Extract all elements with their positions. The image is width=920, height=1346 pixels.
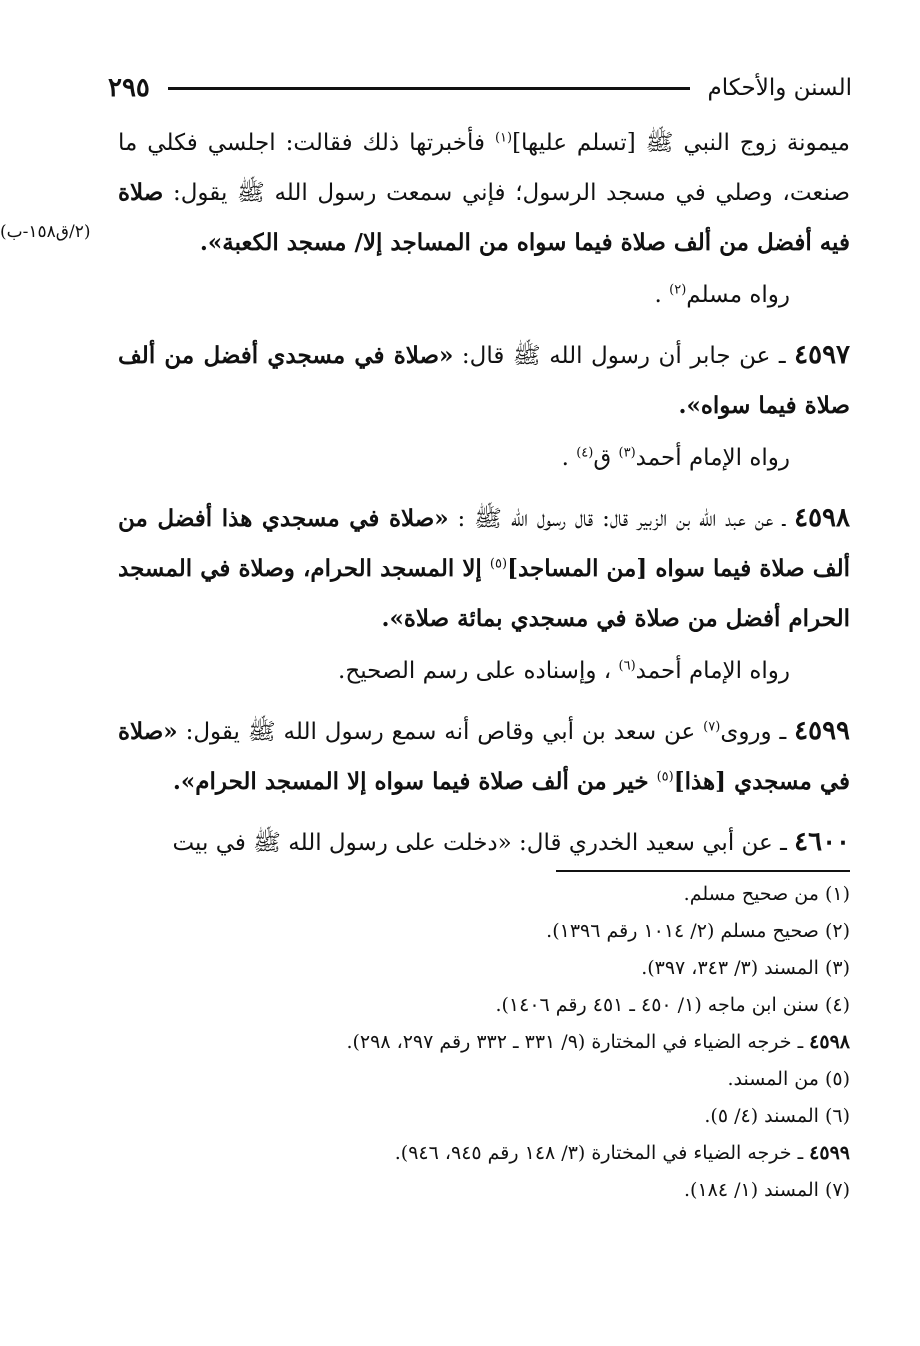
footnote-label: (٣) bbox=[824, 957, 850, 979]
footnote-ref[interactable]: (٦) bbox=[618, 658, 636, 674]
hadith-number: ٤٥٩٨ bbox=[794, 503, 850, 533]
text-run: ، وإسناده على رسم الصحيح. bbox=[338, 658, 619, 684]
footnote-label: ٤٥٩٩ bbox=[809, 1142, 850, 1164]
footnote-text: المسند (٤/ ٥). bbox=[704, 1105, 825, 1127]
hadith-number: ٤٥٩٧ bbox=[794, 340, 850, 370]
hadith-number: ٤٦٠٠ bbox=[794, 827, 850, 857]
footnote-ref[interactable]: (٣) bbox=[618, 445, 636, 461]
hadith-entry-4597 bbox=[118, 330, 850, 431]
footnote-ref[interactable]: (٥) bbox=[656, 769, 674, 785]
footnote-separator bbox=[556, 870, 850, 872]
text-run: رواه الإمام أحمد bbox=[635, 445, 790, 471]
hadith-entry-4600 bbox=[118, 817, 850, 868]
text-run: ميمونة زوج النبي ﷺ [تسلم عليها] bbox=[512, 130, 850, 156]
text-run: فأخبرتها ذلك فقالت: اجلسي فكلي ما صنعت، وصلي في مسجد الرسول؛ فإني سمعت رسول الله ﷺ يقول: bbox=[118, 130, 850, 206]
footnote-label: (٦) bbox=[824, 1105, 850, 1127]
footnote-text: سنن ابن ماجه (١/ ٤٥٠ ـ ٤٥١ رقم ١٤٠٦). bbox=[495, 994, 825, 1016]
text-run: رواه مسلم bbox=[686, 282, 790, 308]
footnote-item bbox=[200, 876, 850, 913]
text-run: عن سعد بن أبي وقاص أنه سمع رسول الله ﷺ يقول: bbox=[177, 719, 704, 745]
footnote-text: من المسند. bbox=[727, 1068, 825, 1090]
narration-line bbox=[118, 646, 850, 696]
hadith-quote: صلاة فيه أفضل من ألف صلاة فيما سواه من المساجد إلا/ مسجد الكعبة». bbox=[118, 179, 850, 256]
text-run: ـ عن جابر أن رسول الله ﷺ قال: bbox=[453, 343, 795, 369]
page-header bbox=[108, 68, 852, 108]
hadith-quote: «صلاة في مسجدي [هذا] bbox=[118, 718, 850, 795]
text-run: رواه الإمام أحمد bbox=[635, 658, 790, 684]
text-run: ـ عن أبي سعيد الخدري قال: «دخلت على رسول الله ﷺ في بيت bbox=[172, 830, 795, 856]
hadith-entry-4599 bbox=[118, 706, 850, 807]
footnote-text: ـ خرجه الضياء في المختارة (٣/ ١٤٨ رقم ٩٤٥، ٩٤٦). bbox=[394, 1142, 810, 1164]
text-run: ق bbox=[593, 445, 619, 471]
footnote-item bbox=[200, 1098, 850, 1135]
paragraph-continuation bbox=[118, 118, 850, 268]
footnote-item bbox=[200, 913, 850, 950]
footnote-label: (١) bbox=[824, 883, 850, 905]
footnote-item bbox=[200, 1172, 850, 1209]
hadith-number: ٤٥٩٩ bbox=[794, 716, 851, 746]
text-run: . bbox=[654, 282, 670, 308]
footnote-text: المسند (٣/ ٣٤٣، ٣٩٧). bbox=[641, 957, 825, 979]
footnote-text: المسند (١/ ١٨٤). bbox=[683, 1179, 825, 1201]
footnote-ref[interactable]: (٧) bbox=[703, 719, 721, 735]
footnote-item bbox=[200, 950, 850, 987]
footnote-text: من صحيح مسلم. bbox=[683, 883, 825, 905]
hadith-quote: «صلاة في مسجدي هذا أفضل من ألف صلاة فيما سواه [من المساجد] bbox=[118, 505, 850, 582]
text-run: ـ وروى bbox=[720, 719, 795, 745]
hadith-entry-4598 bbox=[118, 493, 850, 644]
main-text bbox=[118, 118, 850, 868]
footnotes bbox=[200, 876, 850, 1209]
footnote-item bbox=[200, 1061, 850, 1098]
footnote-label: (٧) bbox=[824, 1179, 850, 1201]
footnote-ref[interactable]: (٢) bbox=[669, 282, 687, 298]
running-title: السنن والأحكام bbox=[707, 75, 852, 101]
header-rule bbox=[168, 87, 690, 90]
footnote-label: (٢) bbox=[824, 920, 850, 942]
hadith-quote: «صلاة في مسجدي أفضل من ألف صلاة فيما سواه». bbox=[118, 342, 850, 419]
footnote-item bbox=[200, 1024, 850, 1061]
narration-line bbox=[118, 433, 850, 483]
footnote-item bbox=[200, 987, 850, 1024]
footnote-text: صحيح مسلم (٢/ ١٠١٤ رقم ١٣٩٦). bbox=[546, 920, 825, 942]
footnote-text: ـ خرجه الضياء في المختارة (٩/ ٣٣١ ـ ٣٣٢ رقم ٢٩٧، ٢٩٨). bbox=[346, 1031, 810, 1053]
text-run: . bbox=[561, 445, 577, 471]
hadith-quote: إلا المسجد الحرام، وصلاة في المسجد الحرام أفضل من صلاة في مسجدي بمائة صلاة». bbox=[118, 555, 850, 632]
manuscript-folio-note: (٢/ق١٥٨-ب) bbox=[0, 222, 91, 242]
footnote-label: ٤٥٩٨ bbox=[809, 1031, 850, 1053]
footnote-label: (٥) bbox=[824, 1068, 850, 1090]
hadith-quote: خير من ألف صلاة فيما سواه إلا المسجد الحرام». bbox=[172, 768, 657, 795]
text-run: ـ عن عبد الله بن الزبير قال: قال رسول الله ﷺ : bbox=[448, 506, 795, 532]
footnote-ref[interactable]: (٥) bbox=[489, 556, 508, 572]
footnote-label: (٤) bbox=[824, 994, 850, 1016]
narration-line bbox=[118, 270, 850, 320]
footnote-ref[interactable]: (١) bbox=[494, 130, 513, 146]
footnote-item bbox=[200, 1135, 850, 1172]
page-number: ٢٩٥ bbox=[108, 73, 150, 103]
footnote-ref[interactable]: (٤) bbox=[576, 445, 594, 461]
